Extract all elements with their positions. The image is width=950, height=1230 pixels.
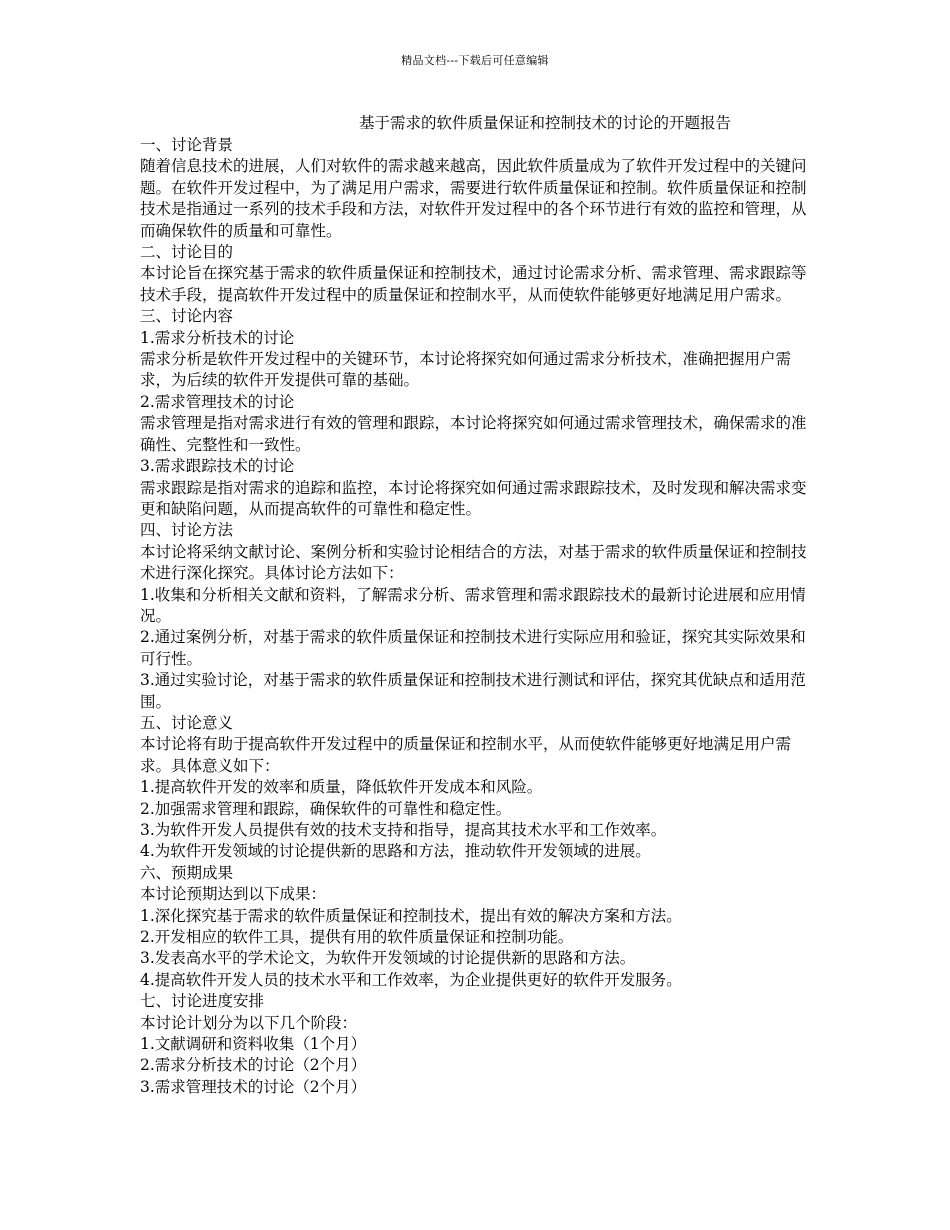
section-heading-significance: 五、讨论意义	[140, 713, 234, 732]
page-header-note: 精品文档---下载后可任意编辑	[401, 54, 549, 67]
paragraph-significance: 本讨论将有助于提高软件开发过程中的质量保证和控制水平，从而使软件能够更好地满足用户需求。具体意义如下：	[140, 735, 792, 775]
list-item-method-2: 2.通过案例分析，对基于需求的软件质量保证和控制技术进行实际应用和验证，探究其实际效果和可行性。	[140, 628, 806, 668]
list-item-outcome-2: 2.开发相应的软件工具，提供有用的软件质量保证和控制功能。	[140, 928, 574, 947]
list-item-outcome-4: 4.提高软件开发人员的技术水平和工作效率，为企业提供更好的软件开发服务。	[140, 970, 682, 989]
list-item-schedule-1: 1.文献调研和资料收集（1个月）	[140, 1035, 367, 1054]
list-item-outcome-3: 3.发表高水平的学术论文，为软件开发领域的讨论提供新的思路和方法。	[140, 949, 636, 968]
list-item-method-3: 3.通过实验讨论，对基于需求的软件质量保证和控制技术进行测试和评估，探究其优缺点和适用范围。	[140, 671, 806, 711]
paragraph-schedule: 本讨论计划分为以下几个阶段：	[140, 1013, 358, 1032]
paragraph-outcomes: 本讨论预期达到以下成果：	[140, 885, 327, 904]
subheading-requirements-management: 2.需求管理技术的讨论	[140, 392, 295, 411]
paragraph-method: 本讨论将采纳文献讨论、案例分析和实验讨论相结合的方法，对基于需求的软件质量保证和控制技术进行深化探究。具体讨论方法如下：	[140, 542, 807, 583]
list-item-schedule-2: 2.需求分析技术的讨论（2个月）	[140, 1056, 367, 1075]
subheading-requirements-tracking: 3.需求跟踪技术的讨论	[140, 457, 295, 476]
subheading-requirements-analysis: 1.需求分析技术的讨论	[140, 328, 295, 347]
paragraph-purpose: 本讨论旨在探究基于需求的软件质量保证和控制技术，通过讨论需求分析、需求管理、需求跟踪等技术手段，提高软件开发过程中的质量保证和控制水平，从而使软件能够更好地满足用户需求。	[140, 264, 807, 304]
section-heading-method: 四、讨论方法	[140, 521, 234, 540]
list-item-significance-3: 3.为软件开发人员提供有效的技术支持和指导，提高其技术水平和工作效率。	[140, 821, 667, 839]
paragraph-background: 随着信息技术的进展，人们对软件的需求越来越高，因此软件质量成为了软件开发过程中的关键问题。在软件开发过程中，为了满足用户需求，需要进行软件质量保证和控制。软件质量保证和控制技术是指通过一系列的技术手段和方法，对软件开发过程中的各个环节进行有效的监控和管理，从而确保软件的质量和可靠性。	[140, 157, 807, 240]
section-heading-background: 一、讨论背景	[140, 136, 234, 154]
section-heading-outcomes: 六、预期成果	[140, 863, 234, 882]
section-heading-schedule: 七、讨论进度安排	[140, 992, 265, 1011]
document-body	[140, 135, 814, 1098]
paragraph-requirements-analysis: 需求分析是软件开发过程中的关键环节，本讨论将探究如何通过需求分析技术，准确把握用户需求，为后续的软件开发提供可靠的基础。	[140, 350, 792, 390]
section-heading-purpose: 二、讨论目的	[140, 243, 234, 262]
document-title: 基于需求的软件质量保证和控制技术的讨论的开题报告	[359, 114, 732, 132]
list-item-method-1: 1.收集和分析相关文献和资料，了解需求分析、需求管理和需求跟踪技术的最新讨论进展和应用情况。	[140, 585, 806, 625]
list-item-significance-1: 1.提高软件开发的效率和质量，降低软件开发成本和风险。	[140, 778, 543, 797]
list-item-significance-4: 4.为软件开发领域的讨论提供新的思路和方法，推动软件开发领域的进展。	[140, 842, 651, 861]
list-item-schedule-3: 3.需求管理技术的讨论（2个月）	[140, 1077, 367, 1096]
section-heading-content: 三、讨论内容	[140, 307, 234, 326]
list-item-outcome-1: 1.深化探究基于需求的软件质量保证和控制技术，提出有效的解决方案和方法。	[140, 906, 682, 925]
paragraph-requirements-tracking: 需求跟踪是指对需求的追踪和监控，本讨论将探究如何通过需求跟踪技术，及时发现和解决需求变更和缺陷问题，从而提高软件的可靠性和稳定性。	[140, 478, 807, 518]
list-item-significance-2: 2.加强需求管理和跟踪，确保软件的可靠性和稳定性。	[140, 799, 512, 818]
paragraph-requirements-management: 需求管理是指对需求进行有效的管理和跟踪，本讨论将探究如何通过需求管理技术，确保需求的准确性、完整性和一致性。	[140, 414, 807, 454]
